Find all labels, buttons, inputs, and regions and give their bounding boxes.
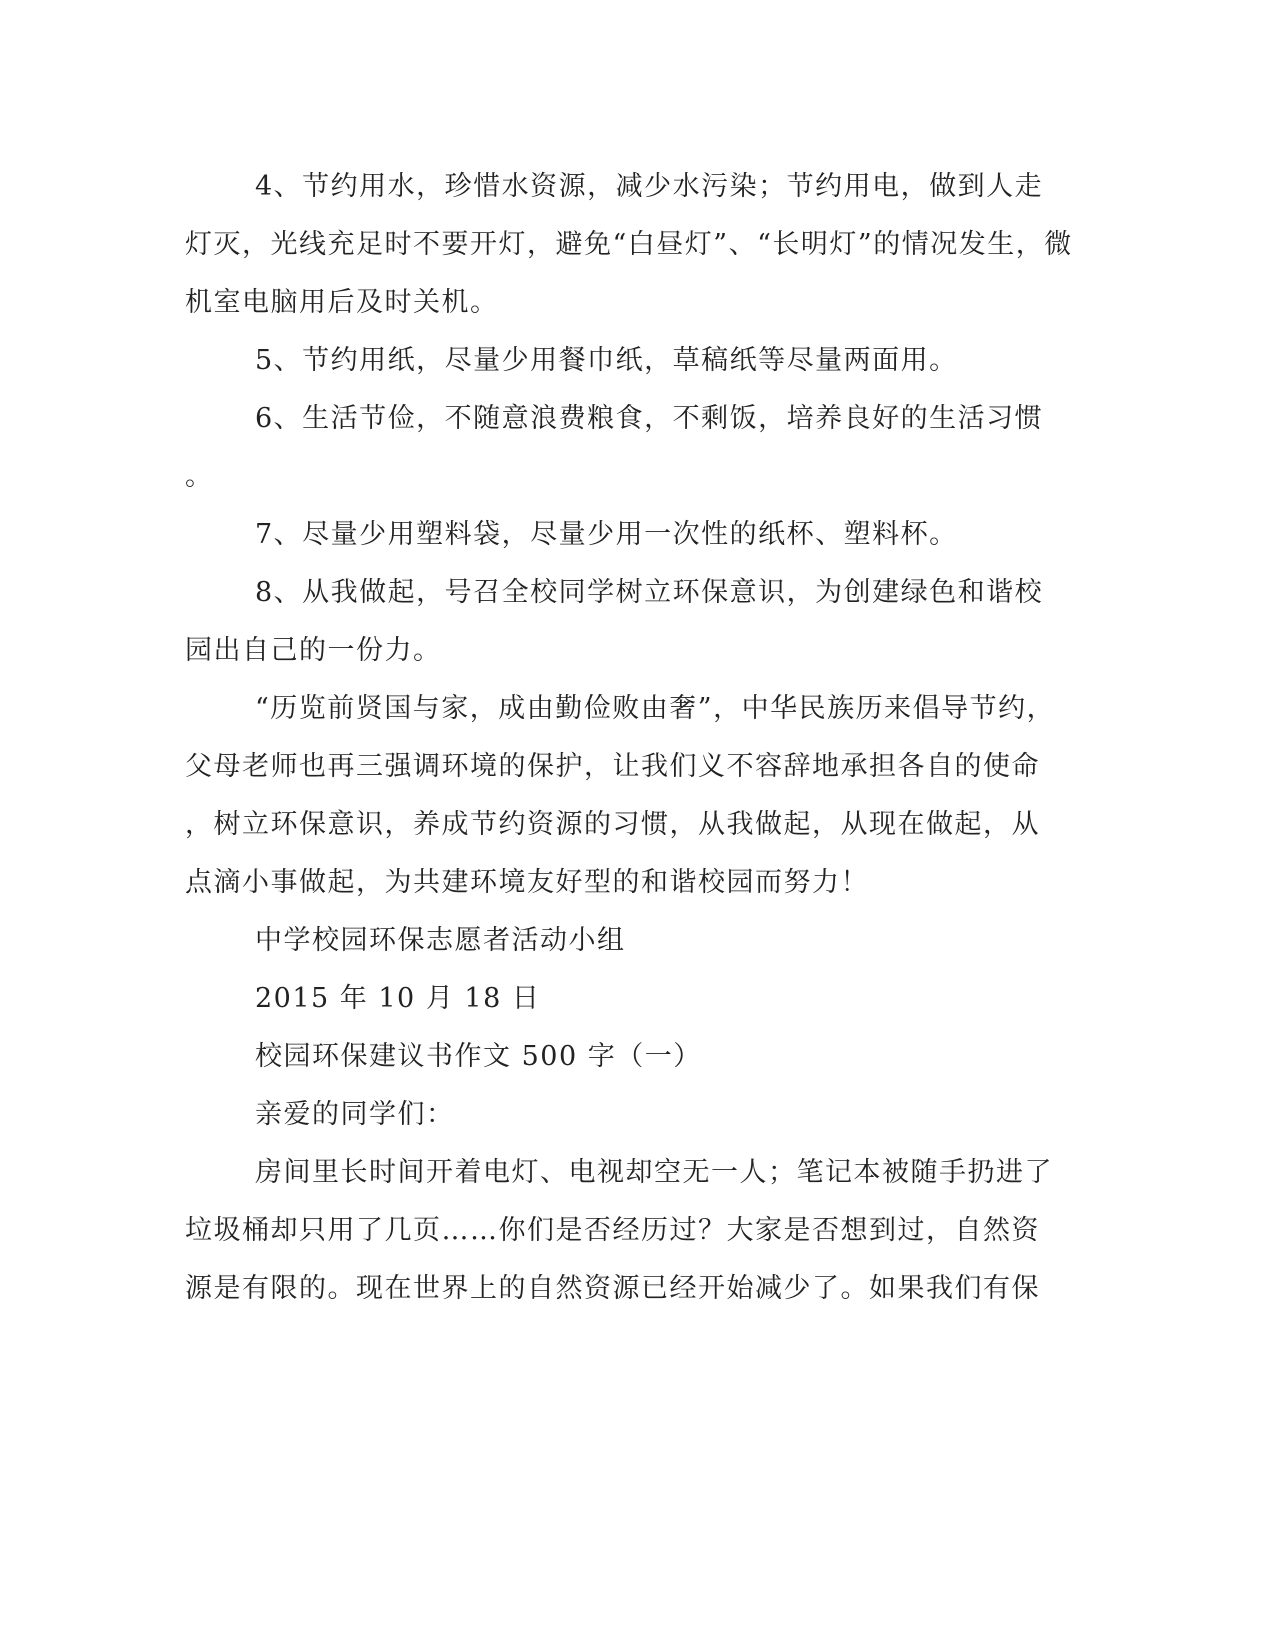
text-line: 。 — [185, 461, 214, 492]
text-line: 6、生活节俭，不随意浪费粮食，不剩饭，培养良好的生活习惯 — [255, 403, 1044, 434]
text-line: 父母老师也再三强调环境的保护，让我们义不容辞地承担各自的使命 — [185, 751, 1040, 782]
document-body — [185, 158, 1085, 1318]
section-title: 校园环保建议书作文 500 字（一） — [255, 1041, 702, 1072]
text-line: 点滴小事做起，为共建环境友好型的和谐校园而努力！ — [185, 867, 869, 898]
text-line: 垃圾桶却只用了几页……你们是否经历过？大家是否想到过，自然资 — [185, 1215, 1040, 1246]
text-line: 5、节约用纸，尽量少用餐巾纸，草稿纸等尽量两面用。 — [255, 345, 958, 376]
text-line: 7、尽量少用塑料袋，尽量少用一次性的纸杯、塑料杯。 — [255, 519, 958, 550]
text-line: 房间里长时间开着电灯、电视却空无一人；笔记本被随手扔进了 — [255, 1157, 1053, 1188]
text-line: ，树立环保意识，养成节约资源的习惯，从我做起，从现在做起，从 — [185, 809, 1040, 840]
signature-organization: 中学校园环保志愿者活动小组 — [255, 925, 626, 956]
salutation: 亲爱的同学们： — [255, 1099, 455, 1130]
text-line: “历览前贤国与家，成由勤俭败由奢”，中华民族历来倡导节约， — [255, 693, 1056, 724]
text-line: 4、节约用水，珍惜水资源，减少水污染；节约用电，做到人走 — [255, 171, 1044, 202]
text-line: 8、从我做起，号召全校同学树立环保意识，为创建绿色和谐校 — [255, 577, 1044, 608]
text-line: 源是有限的。现在世界上的自然资源已经开始减少了。如果我们有保 — [185, 1273, 1040, 1304]
signature-date: 2015 年 10 月 18 日 — [255, 983, 541, 1014]
text-line: 灯灭，光线充足时不要开灯，避免“白昼灯”、“长明灯”的情况发生，微 — [185, 229, 1073, 260]
text-line: 园出自己的一份力。 — [185, 635, 442, 666]
text-line: 机室电脑用后及时关机。 — [185, 287, 499, 318]
